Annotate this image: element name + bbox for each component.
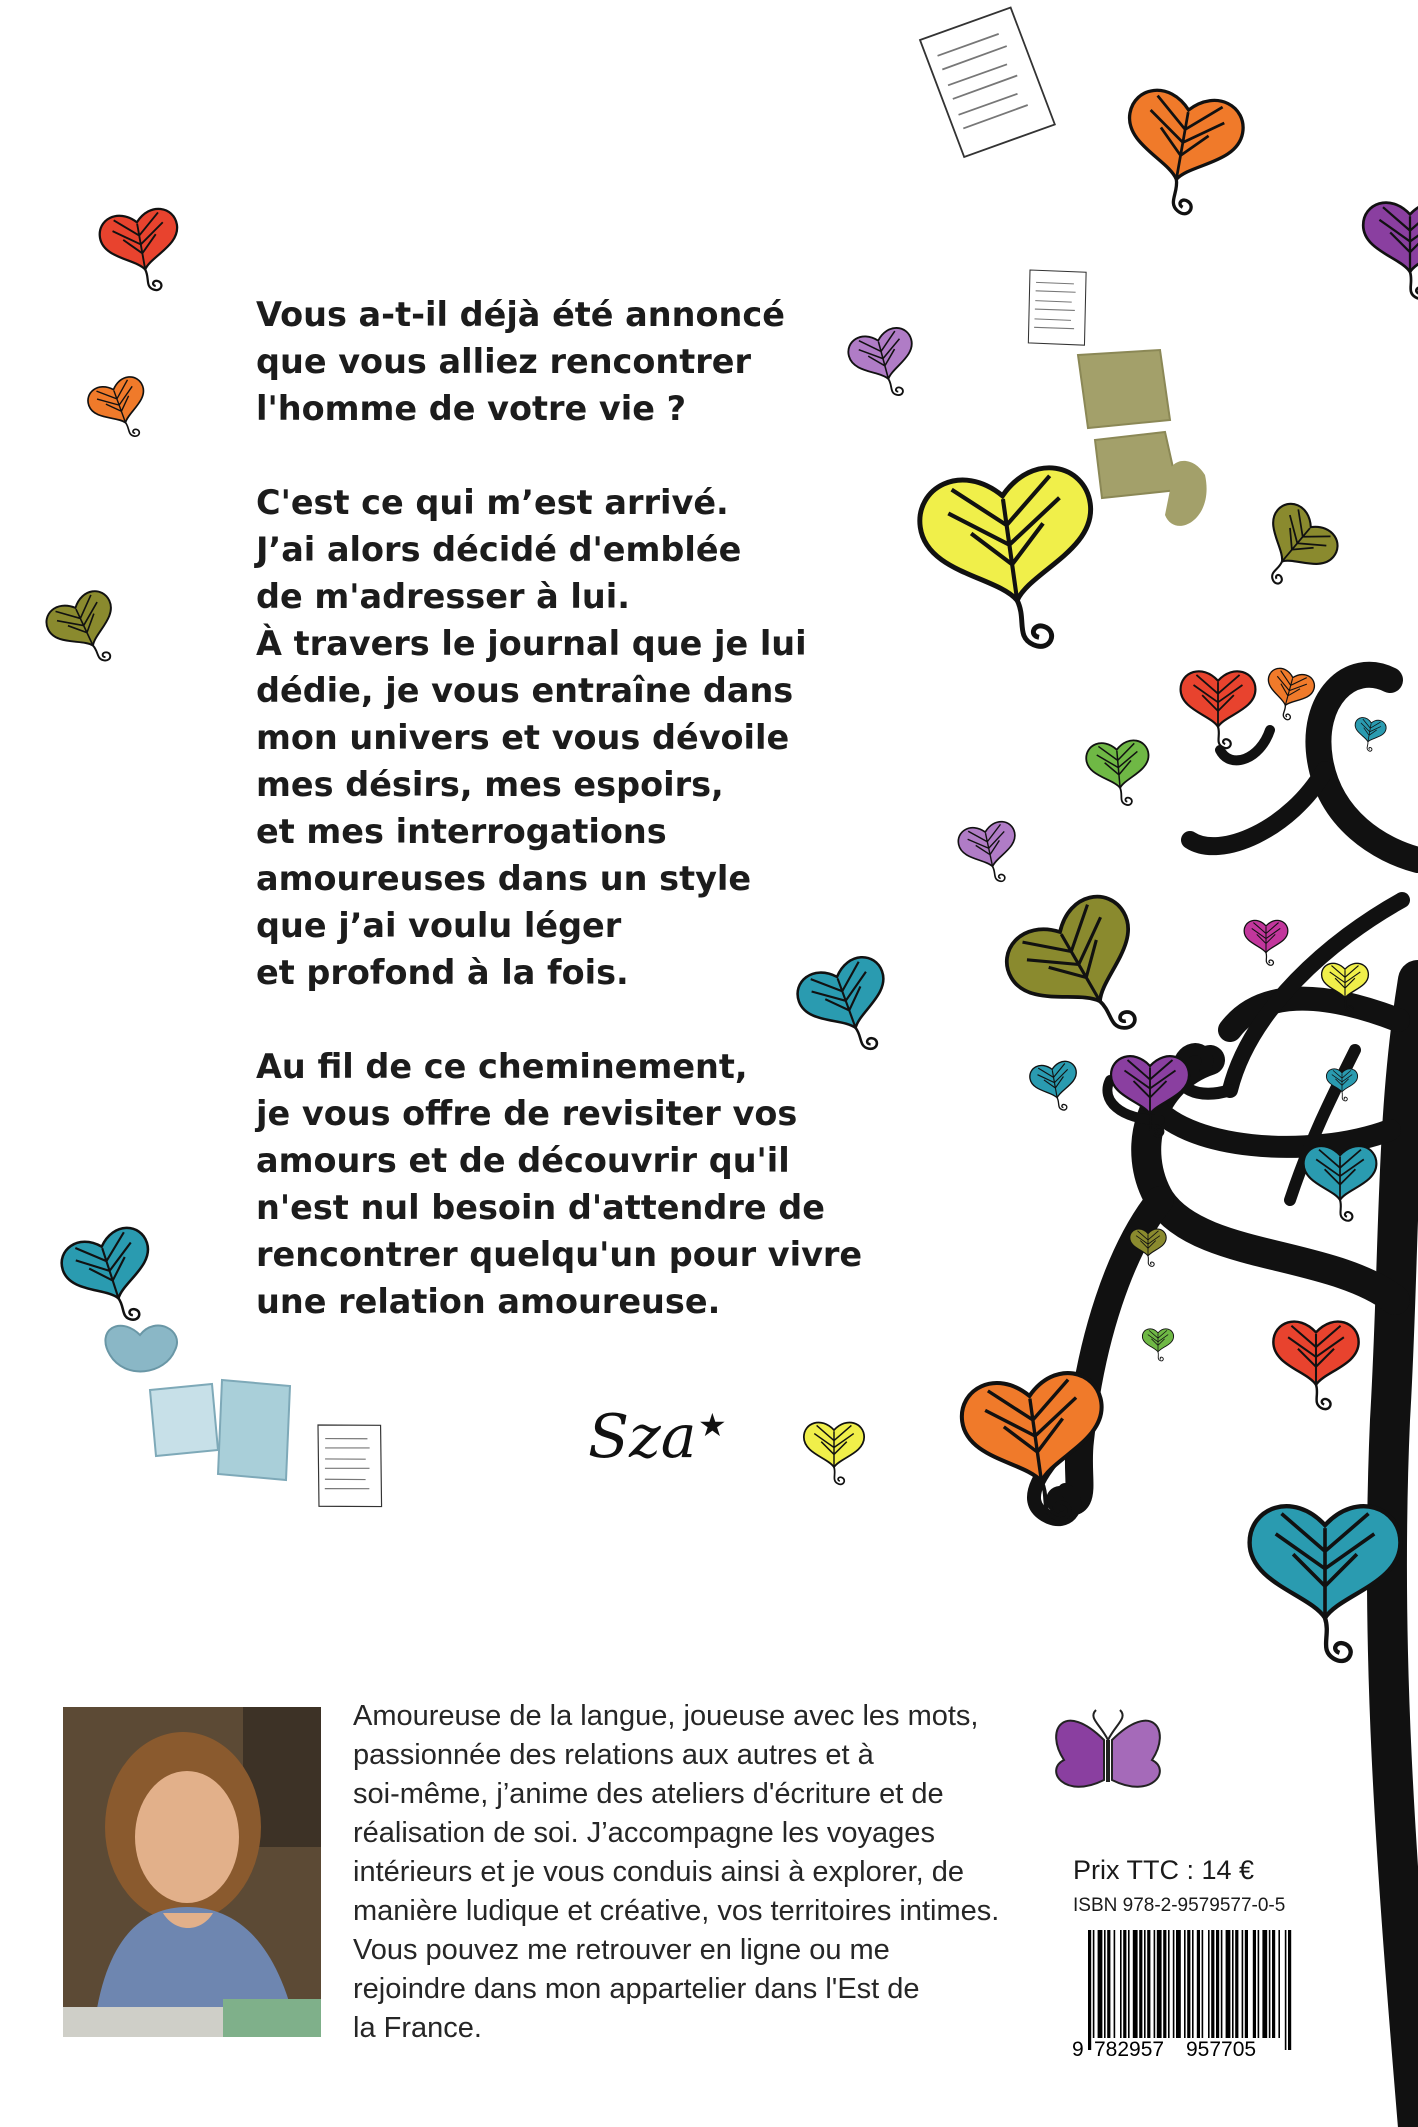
- blurb-line: une relation amoureuse.: [256, 1282, 721, 1321]
- blurb-paragraph: [256, 1043, 896, 1325]
- barcode: [1070, 1930, 1292, 2070]
- blurb-line: l'homme de votre vie ?: [256, 389, 687, 428]
- bio-line: soi-même, j’anime des ateliers d'écriture et de: [353, 1778, 944, 1810]
- signature-text: Sza: [588, 1402, 697, 1472]
- blurb-line: dédie, je vous entraîne dans: [256, 671, 794, 710]
- blurb-paragraph: [256, 479, 896, 996]
- bio-line: réalisation de soi. J’accompagne les voyages: [353, 1817, 935, 1849]
- blurb-line: que j’ai voulu léger: [256, 906, 622, 945]
- back-cover-blurb: [256, 291, 896, 1372]
- blurb-line: que vous alliez rencontrer: [256, 342, 752, 381]
- blurb-line: et profond à la fois.: [256, 953, 629, 992]
- blurb-line: et mes interrogations: [256, 812, 667, 851]
- bio-line: passionnée des relations aux autres et à: [353, 1739, 874, 1771]
- blurb-line: amours et de découvrir qu'il: [256, 1141, 790, 1180]
- blurb-line: Vous a-t-il déjà été annoncé: [256, 295, 785, 334]
- blurb-line: n'est nul besoin d'attendre de: [256, 1188, 825, 1227]
- blurb-line: je vous offre de revisiter vos: [256, 1094, 798, 1133]
- blurb-line: rencontrer quelqu'un pour vivre: [256, 1235, 863, 1274]
- blurb-line: mes désirs, mes espoirs,: [256, 765, 724, 804]
- blurb-line: mon univers et vous dévoile: [256, 718, 790, 757]
- blurb-line: À travers le journal que je lui: [256, 624, 807, 663]
- star-icon: ★: [698, 1406, 727, 1444]
- butterfly-logo: [1056, 1710, 1160, 1787]
- barcode-digit-group: 9: [1072, 2038, 1084, 2061]
- blurb-line: C'est ce qui m’est arrivé.: [256, 483, 729, 522]
- author-photo: [63, 1707, 321, 2037]
- bio-line: Vous pouvez me retrouver en ligne ou me: [353, 1934, 890, 1966]
- isbn-label: ISBN 978-2-9579577-0-5: [1073, 1895, 1286, 1916]
- blurb-paragraph: [256, 291, 896, 432]
- bio-line: manière ludique et créative, vos territoires intimes.: [353, 1895, 1000, 1927]
- blurb-line: J’ai alors décidé d'emblée: [256, 530, 742, 569]
- bio-line: la France.: [353, 2012, 482, 2044]
- blurb-line: amoureuses dans un style: [256, 859, 752, 898]
- price-label: Prix TTC : 14 €: [1073, 1855, 1255, 1885]
- barcode-digit-group: 957705: [1186, 2038, 1257, 2061]
- barcode-digit-group: 782957: [1094, 2038, 1165, 2061]
- author-signature: [566, 1398, 756, 1488]
- author-bio: [353, 1697, 1053, 2048]
- bio-line: intérieurs et je vous conduis ainsi à explorer, de: [353, 1856, 964, 1888]
- bio-line: rejoindre dans mon appartelier dans l'Est de: [353, 1973, 920, 2005]
- bio-line: Amoureuse de la langue, joueuse avec les mots,: [353, 1700, 979, 1732]
- blurb-line: de m'adresser à lui.: [256, 577, 630, 616]
- blurb-line: Au fil de ce cheminement,: [256, 1047, 748, 1086]
